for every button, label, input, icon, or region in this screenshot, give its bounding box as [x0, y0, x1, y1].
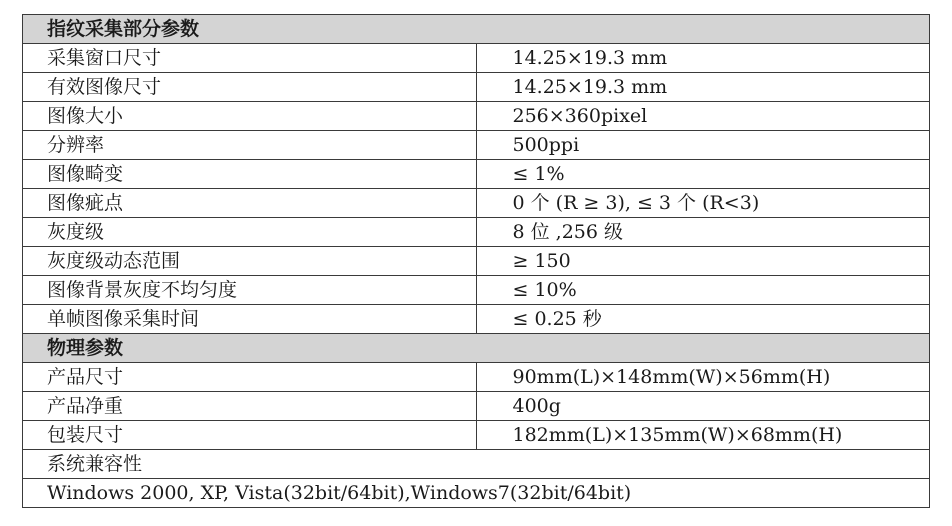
- row-label: 灰度级: [23, 218, 477, 247]
- row-label: 产品尺寸: [23, 363, 477, 392]
- table-row: [23, 102, 930, 131]
- row-label: 灰度级动态范围: [23, 247, 477, 276]
- table-row: [23, 392, 930, 421]
- table-row: [23, 189, 930, 218]
- spec-table: [22, 14, 930, 508]
- row-value: 400g: [476, 392, 930, 421]
- row-label: 包装尺寸: [23, 421, 477, 450]
- table-row: [23, 218, 930, 247]
- table-row-compatibility-value: [23, 479, 930, 508]
- table-row: [23, 247, 930, 276]
- table-row: [23, 73, 930, 102]
- section-header-fingerprint: [23, 15, 930, 44]
- row-value: 14.25×19.3 mm: [476, 44, 930, 73]
- row-value: 8 位 ,256 级: [476, 218, 930, 247]
- row-value: 256×360pixel: [476, 102, 930, 131]
- row-value: 0 个 (R ≥ 3), ≤ 3 个 (R<3): [476, 189, 930, 218]
- section-title: 指纹采集部分参数: [23, 15, 930, 44]
- section-title: 物理参数: [23, 334, 930, 363]
- compatibility-label: 系统兼容性: [23, 450, 930, 479]
- row-label: 单帧图像采集时间: [23, 305, 477, 334]
- table-row: [23, 305, 930, 334]
- row-label: 图像大小: [23, 102, 477, 131]
- table-row: [23, 421, 930, 450]
- row-label: 采集窗口尺寸: [23, 44, 477, 73]
- row-value: ≤ 1%: [476, 160, 930, 189]
- table-row: [23, 131, 930, 160]
- row-value: 182mm(L)×135mm(W)×68mm(H): [476, 421, 930, 450]
- table-row: [23, 363, 930, 392]
- row-value: 14.25×19.3 mm: [476, 73, 930, 102]
- compatibility-value: Windows 2000, XP, Vista(32bit/64bit),Windows7(32bit/64bit): [23, 479, 930, 508]
- row-label: 图像背景灰度不均匀度: [23, 276, 477, 305]
- table-row: [23, 276, 930, 305]
- row-label: 分辨率: [23, 131, 477, 160]
- row-value: ≤ 0.25 秒: [476, 305, 930, 334]
- row-label: 图像疵点: [23, 189, 477, 218]
- section-header-physical: [23, 334, 930, 363]
- table-row: [23, 160, 930, 189]
- row-label: 图像畸变: [23, 160, 477, 189]
- row-label: 产品净重: [23, 392, 477, 421]
- row-value: ≥ 150: [476, 247, 930, 276]
- row-value: 500ppi: [476, 131, 930, 160]
- row-label: 有效图像尺寸: [23, 73, 477, 102]
- table-row: [23, 44, 930, 73]
- row-value: 90mm(L)×148mm(W)×56mm(H): [476, 363, 930, 392]
- table-row-compatibility-label: [23, 450, 930, 479]
- row-value: ≤ 10%: [476, 276, 930, 305]
